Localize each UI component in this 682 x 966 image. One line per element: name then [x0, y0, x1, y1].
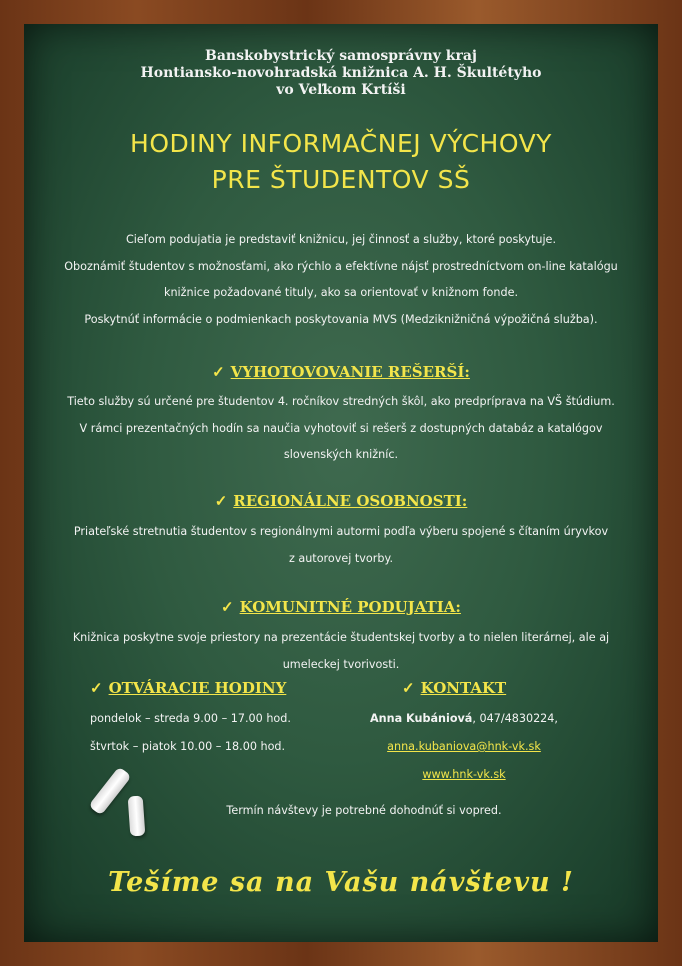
header-region: Banskobystrický samosprávny kraj: [205, 48, 477, 64]
contact-email-link[interactable]: anna.kubaniova@hnk-vk.sk: [387, 740, 541, 753]
contact-heading: [402, 679, 506, 697]
intro-line: Poskytnúť informácie o podmienkach poskytovania MVS (Medziknižničná výpožičná služba).: [84, 312, 598, 326]
section-title: REGIONÁLNE OSOBNOSTI:: [233, 492, 468, 510]
check-icon: ✓: [221, 598, 234, 616]
check-icon: ✓: [402, 679, 415, 697]
title-line-1: HODINY INFORMAČNEJ VÝCHOVY: [130, 129, 552, 158]
check-icon: ✓: [212, 363, 225, 381]
section-line: Knižnica poskytne svoje priestory na prezentácie študentskej tvorby a to nielen literárnej, ale aj: [72, 631, 610, 644]
intro-line: Cieľom podujatia je predstaviť knižnicu, jej činnosť a služby, ktoré poskytuje.: [126, 233, 556, 246]
header-town: vo Veľkom Krtíši: [276, 82, 406, 98]
section-body-regional: [24, 519, 658, 572]
contact-title: KONTAKT: [420, 679, 507, 697]
section-line: Priateľské stretnutia študentov s regionálnymi autormi podľa výberu spojené s čítaním úryvkov: [73, 525, 609, 538]
section-heading-community: [24, 598, 658, 616]
section-line: z autorovej tvorby.: [288, 551, 394, 565]
visit-note: Termín návštevy je potrebné dohodnúť si vopred.: [226, 804, 502, 817]
section-title: VYHOTOVOVANIE REŠERŠÍ:: [230, 363, 470, 381]
contact-name: Anna Kubániová: [370, 712, 473, 725]
section-heading-research: [24, 363, 658, 381]
title-line-2: PRE ŠTUDENTOV SŠ: [211, 165, 471, 194]
hours-line: štvrtok – piatok 10.00 – 18.00 hod.: [90, 740, 286, 753]
section-body-community: [24, 625, 658, 678]
chalk-piece: [128, 796, 146, 837]
opening-hours-title: OTVÁRACIE HODINY: [108, 679, 287, 697]
closing-slogan: Tešíme sa na Vašu návštevu !: [108, 867, 574, 898]
contact-web-link[interactable]: www.hnk-vk.sk: [422, 768, 506, 781]
contact-details: [324, 705, 604, 789]
organization-header: [24, 48, 658, 99]
contact-line: [324, 705, 604, 733]
header-library: Hontiansko-novohradská knižnica A. H. Škultétyho: [140, 65, 542, 81]
section-body-research: [24, 389, 658, 469]
chalkboard: [24, 24, 658, 942]
intro-line: knižnice požadované tituly, ako sa orientovať v knižnom fonde.: [163, 286, 519, 299]
section-heading-regional: [24, 492, 658, 510]
section-line: slovenských knižníc.: [283, 448, 399, 461]
opening-hours-heading: [90, 679, 286, 697]
section-line: Tieto služby sú určené pre študentov 4. ročníkov stredných škôl, ako predpríprava na VŠ štúdium.: [67, 395, 615, 408]
hours-line: pondelok – streda 9.00 – 17.00 hod.: [90, 712, 291, 725]
opening-hours: [90, 705, 291, 761]
section-title: KOMUNITNÉ PODUJATIA:: [239, 598, 461, 616]
check-icon: ✓: [90, 679, 103, 697]
check-icon: ✓: [214, 492, 228, 510]
chalk-piece: [88, 766, 131, 815]
contact-phone: , 047/4830224,: [472, 712, 558, 725]
intro-line: Oboznámiť študentov s možnosťami, ako rýchlo a efektívne nájsť prostredníctvom on-line katalógu: [64, 259, 618, 273]
intro-text: [24, 227, 658, 333]
section-line: umeleckej tvorivosti.: [282, 657, 400, 671]
page-title: [24, 126, 658, 198]
section-line: V rámci prezentačných hodín sa naučia vyhotoviť si rešerš z dostupných databáz a katalógov: [79, 421, 603, 435]
